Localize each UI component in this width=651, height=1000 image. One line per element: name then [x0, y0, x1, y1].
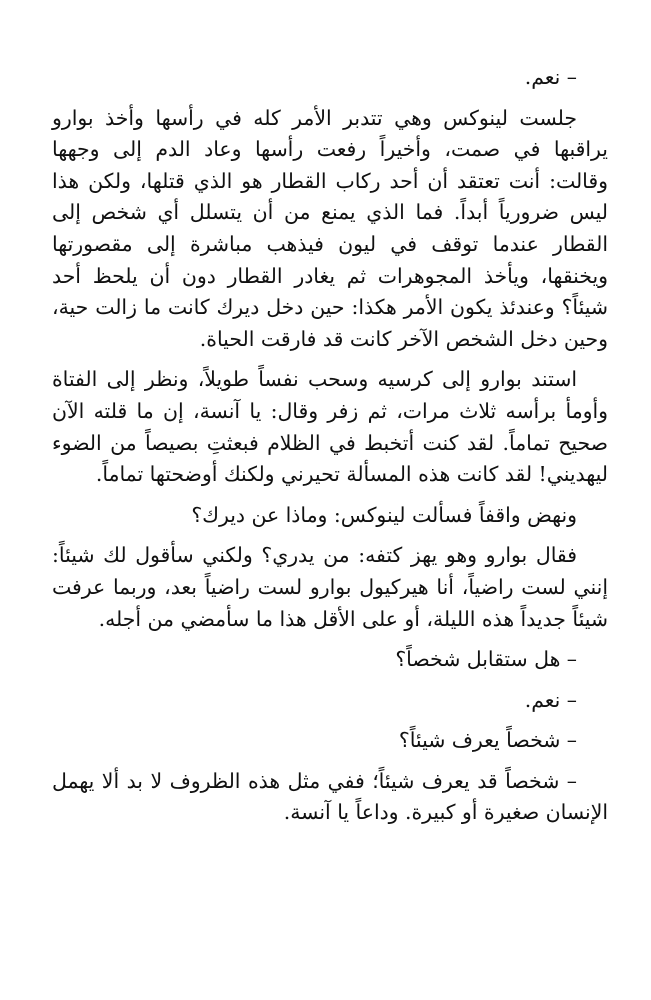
dialogue-line: – شخصاً قد يعرف شيئاً؛ ففي مثل هذه الظروف لا بد ألا يهمل الإنسان صغيرة أو كبيرة. وداعاً يا آنسة.	[52, 768, 608, 825]
dialogue-line: – نعم.	[524, 65, 577, 89]
body-paragraph: فقال بوارو وهو يهز كتفه: من يدري؟ ولكني سأقول لك شيئاً: إنني لست راضياً، أنا هيركيول بوارو لست راضياً بعد، وربما عرفت شيئاً جديداً هذه الليلة، أو على الأقل هذا ما سأمضي من أجله.	[52, 543, 608, 631]
body-paragraph: جلست لينوكس وهي تتدبر الأمر كله في رأسها وأخذ بوارو يراقبها في صمت، وأخيراً رفعت رأسها وعاد الدم إلى وجهها وقالت: أنت تعتقد أن أحد ركاب القطار هو الذي قتلها، ولكن هذا ليس ضرورياً أبداً. فما الذي يمنع من أن يتسلل أي شخص إلى القطار عندما توقف في ليون فيذهب مباشرة إلى مقصورتها ويخنقها، ويأخذ المجوهرات ثم يغادر القطار دون أن يلحظ أحد شيئاً؟ وعندئذ يكون الأمر هكذا: حين دخل ديرك كانت ما زالت حية، وحين دخل الشخص الآخر كانت قد فارقت الحياة.	[52, 105, 608, 351]
dialogue-line: – هل ستقابل شخصاً؟	[395, 647, 577, 672]
book-page	[52, 62, 608, 829]
dialogue-line: – شخصاً يعرف شيئاً؟	[398, 728, 577, 753]
body-paragraph: ونهض واقفاً فسألت لينوكس: وماذا عن ديرك؟	[191, 502, 577, 527]
body-paragraph: استند بوارو إلى كرسيه وسحب نفساً طويلاً، ونظر إلى الفتاة وأومأ برأسه ثلاث مرات، ثم زفر وقال: يا آنسة، إن ما قلته الآن صحيح تماماً. لقد كنت أتخبط في الظلام فبعثتِ بصيصاً من الضوء ليهديني! لقد كانت هذه المسألة تحيرني ولكنك أوضحتها تماماً.	[52, 367, 608, 487]
dialogue-line: – نعم.	[524, 687, 577, 712]
